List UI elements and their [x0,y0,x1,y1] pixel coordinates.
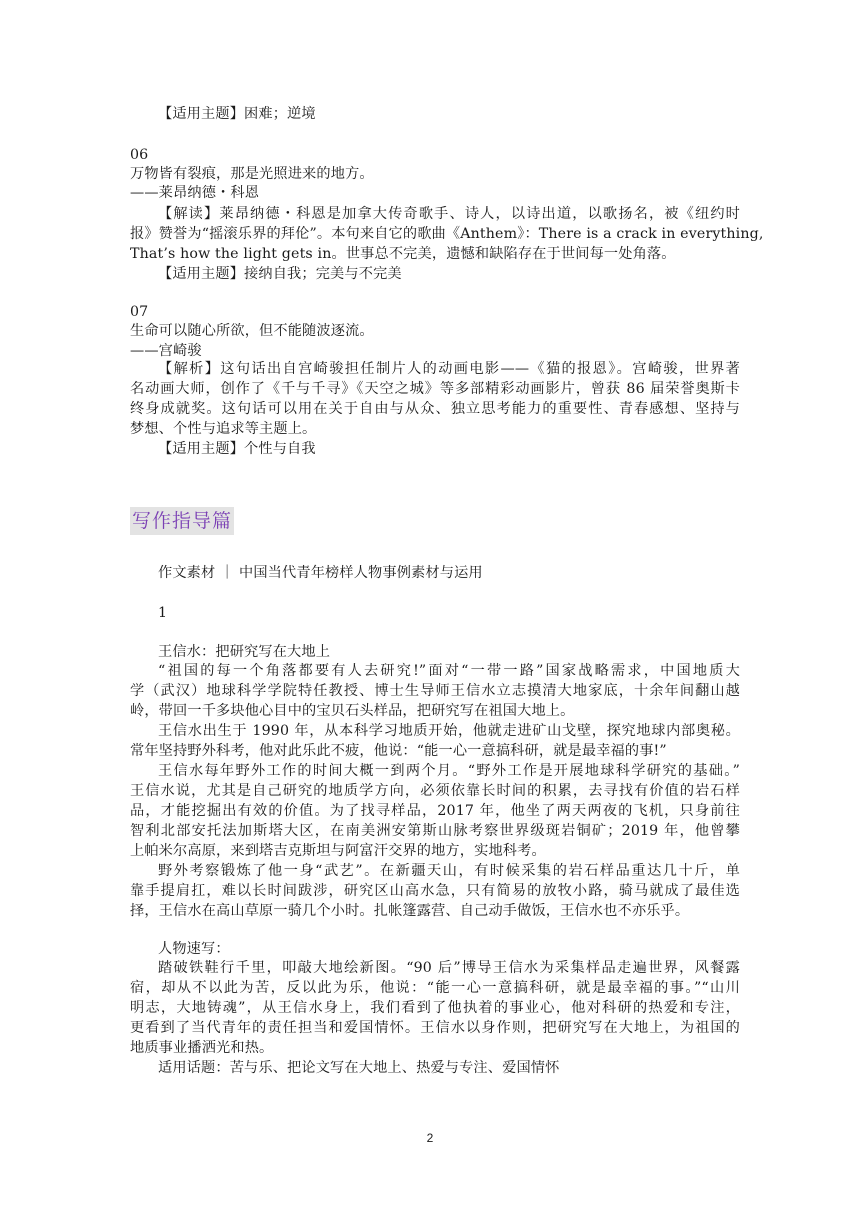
paragraph-line: 王信水每年野外工作的时间大概一到两个月。“野外工作是开展地球科学研究的基础。” [158,763,740,779]
paragraph-line: 品，才能挖掘出有效的价值。为了找寻样品，2017 年，他坐了两天两夜的飞机，只身前往 [130,803,740,819]
page-number: 2 [426,1131,434,1145]
section-title: 写作指导篇 [130,507,234,535]
quote-interpretation-line: That’s how the light gets in。世事总不完美，遗憾和缺陷存在于世间每一处角落。 [130,246,676,262]
article-number: 1 [158,605,168,621]
article-subtitle: 作文素材 ｜ 中国当代青年榜样人物事例素材与运用 [158,565,483,581]
quote-interpretation-line: 梦想、个性与追求等主题上。 [130,421,317,437]
paragraph-line: “祖国的每一个角落都要有人去研究!”面对“一带一路”国家战略需求，中国地质大 [158,663,740,679]
paragraph-line: 常年坚持野外科考，他对此乐此不疲，他说：“能一心一意搞科研，就是最幸福的事!” [130,743,667,759]
paragraph-line: 靠手提肩扛，难以长时间跋涉，研究区山高水急，只有简易的放牧小路，骑马就成了最佳选 [130,883,740,899]
quote-interpretation-line: 报》赞誉为“摇滚乐界的拜伦”。本句来自它的歌曲《Anthem》：There is a crack in everything, [130,226,764,242]
paragraph-line: 学（武汉）地球科学学院特任教授、博士生导师王信水立志摸清大地家底，十余年间翻山越 [130,683,740,699]
sketch-line: 宿，却从不以此为苦，反以此为乐，他说：“能一心一意搞科研，就是最幸福的事。”“山川 [130,980,740,996]
quote-theme: 【适用主题】困难；逆境 [158,106,316,122]
paragraph-line: 王信水说，尤其是自己研究的地质学方向，必须依靠长时间的积累，去寻找有价值的岩石样 [130,783,740,799]
paragraph-line: 岭，带回一千多块他心目中的宝贝石头样品，把研究写在祖国大地上。 [130,703,575,719]
sketch-line: 明志，大地铸魂”，从王信水身上，我们看到了他执着的事业心，他对科研的热爱和专注， [130,1000,740,1016]
quote-theme: 【适用主题】个性与自我 [158,441,316,457]
quote-theme: 【适用主题】接纳自我；完美与不完美 [158,266,402,282]
paragraph-line: 野外考察锻炼了他一身“武艺”。在新疆天山，有时候采集的岩石样品重达几十斤，单 [158,863,740,879]
paragraph-line: 择，王信水在高山草原一骑几个小时。扎帐篷露营、自己动手做饭，王信水也不亦乐乎。 [130,903,690,919]
paragraph-line: 王信水出生于 1990 年，从本科学习地质开始，他就走进矿山戈壁，探究地球内部奥秘。 [158,723,740,739]
quote-author: ——莱昂纳德・科恩 [130,185,260,201]
quote-number: 07 [130,304,149,320]
quote-interpretation-line: 名动画大师，创作了《千与千寻》《天空之城》等多部精彩动画影片，曾获 86 届荣誉奥斯卡 [130,381,740,397]
quote-interpretation-line: 【解析】这句话出自宫崎骏担任制片人的动画电影——《猫的报恩》。宫崎骏，世界著 [158,361,740,377]
article-topics: 适用话题：苦与乐、把论文写在大地上、热爱与专注、爱国情怀 [158,1060,560,1076]
sketch-label: 人物速写： [158,941,230,957]
quote-interpretation-line: 终身成就奖。这句话可以用在关于自由与从众、独立思考能力的重要性、青春感想、坚持与 [130,401,740,417]
sketch-line: 地质事业播洒光和热。 [130,1040,274,1056]
quote-author: ——宫崎骏 [130,343,202,359]
quote-number: 06 [130,147,149,163]
quote-text: 万物皆有裂痕，那是光照进来的地方。 [130,166,374,182]
paragraph-line: 智利北部安托法加斯塔大区，在南美洲安第斯山脉考察世界级斑岩铜矿；2019 年，他曾攀 [130,823,740,839]
quote-text: 生命可以随心所欲，但不能随波逐流。 [130,323,374,339]
sketch-line: 踏破铁鞋行千里，叩敲大地绘新图。“90 后”博导王信水为采集样品走遍世界，风餐露 [158,960,740,976]
article-heading: 王信水：把研究写在大地上 [158,644,331,660]
quote-interpretation-line: 【解读】莱昂纳德・科恩是加拿大传奇歌手、诗人，以诗出道，以歌扬名，被《纽约时 [158,206,740,222]
paragraph-line: 上帕米尔高原，来到塔吉克斯坦与阿富汗交界的地方，实地科考。 [130,843,546,859]
sketch-line: 更看到了当代青年的责任担当和爱国情怀。王信水以身作则，把研究写在大地上，为祖国的 [130,1020,740,1036]
